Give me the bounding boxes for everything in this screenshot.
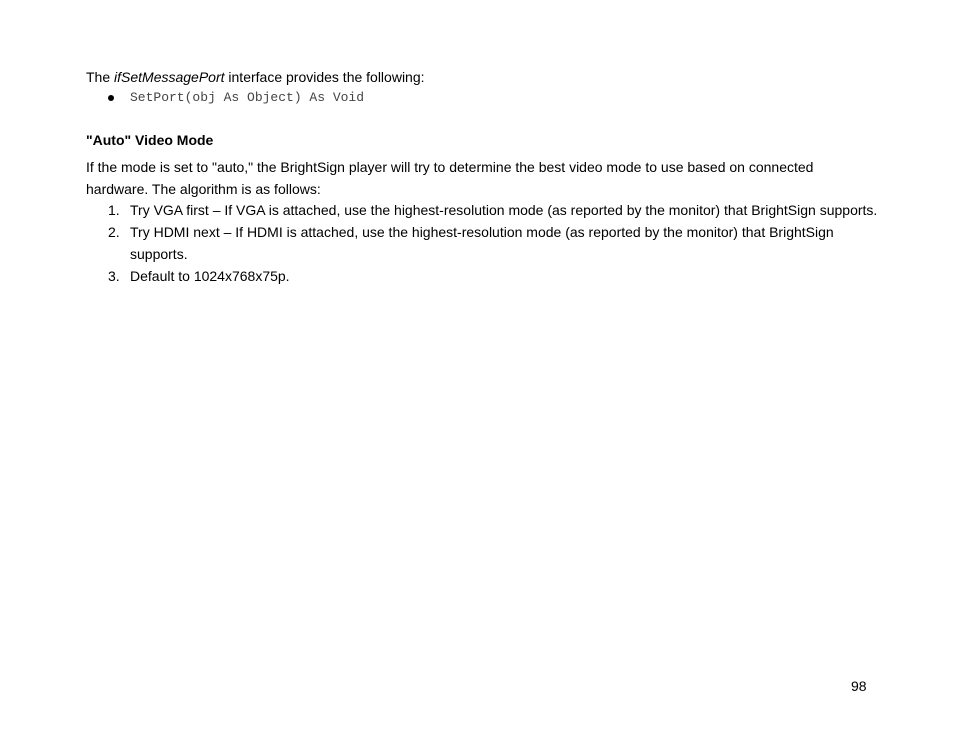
- step-text: Try VGA first – If VGA is attached, use the highest-resolution mode (as reported by the monitor) that BrightSign supports.: [130, 202, 878, 218]
- bullet-icon: [108, 95, 114, 101]
- intro-line: [86, 68, 425, 86]
- step-item: [108, 199, 878, 221]
- step-number: 2.: [108, 224, 120, 240]
- step-number: 3.: [108, 268, 120, 284]
- interface-name: ifSetMessagePort: [114, 69, 225, 85]
- step-item: [108, 221, 878, 265]
- page-number: 98: [851, 678, 867, 694]
- intro-prefix: The: [86, 69, 115, 85]
- step-number: 1.: [108, 202, 120, 218]
- method-signature: SetPort(obj As Object) As Void: [130, 90, 365, 105]
- step-text: Try HDMI next – If HDMI is attached, use the highest-resolution mode (as reported by the monitor) that BrightSign supports.: [130, 224, 834, 262]
- section-heading: "Auto" Video Mode: [86, 132, 214, 148]
- step-item: [108, 265, 878, 287]
- intro-suffix: interface provides the following:: [224, 69, 425, 85]
- algorithm-steps: [108, 199, 878, 287]
- step-text: Default to 1024x768x75p.: [130, 268, 290, 284]
- section-paragraph: If the mode is set to "auto," the BrightSign player will try to determine the best video mode to use based on connected hardware. The algorithm is as follows:: [86, 159, 814, 197]
